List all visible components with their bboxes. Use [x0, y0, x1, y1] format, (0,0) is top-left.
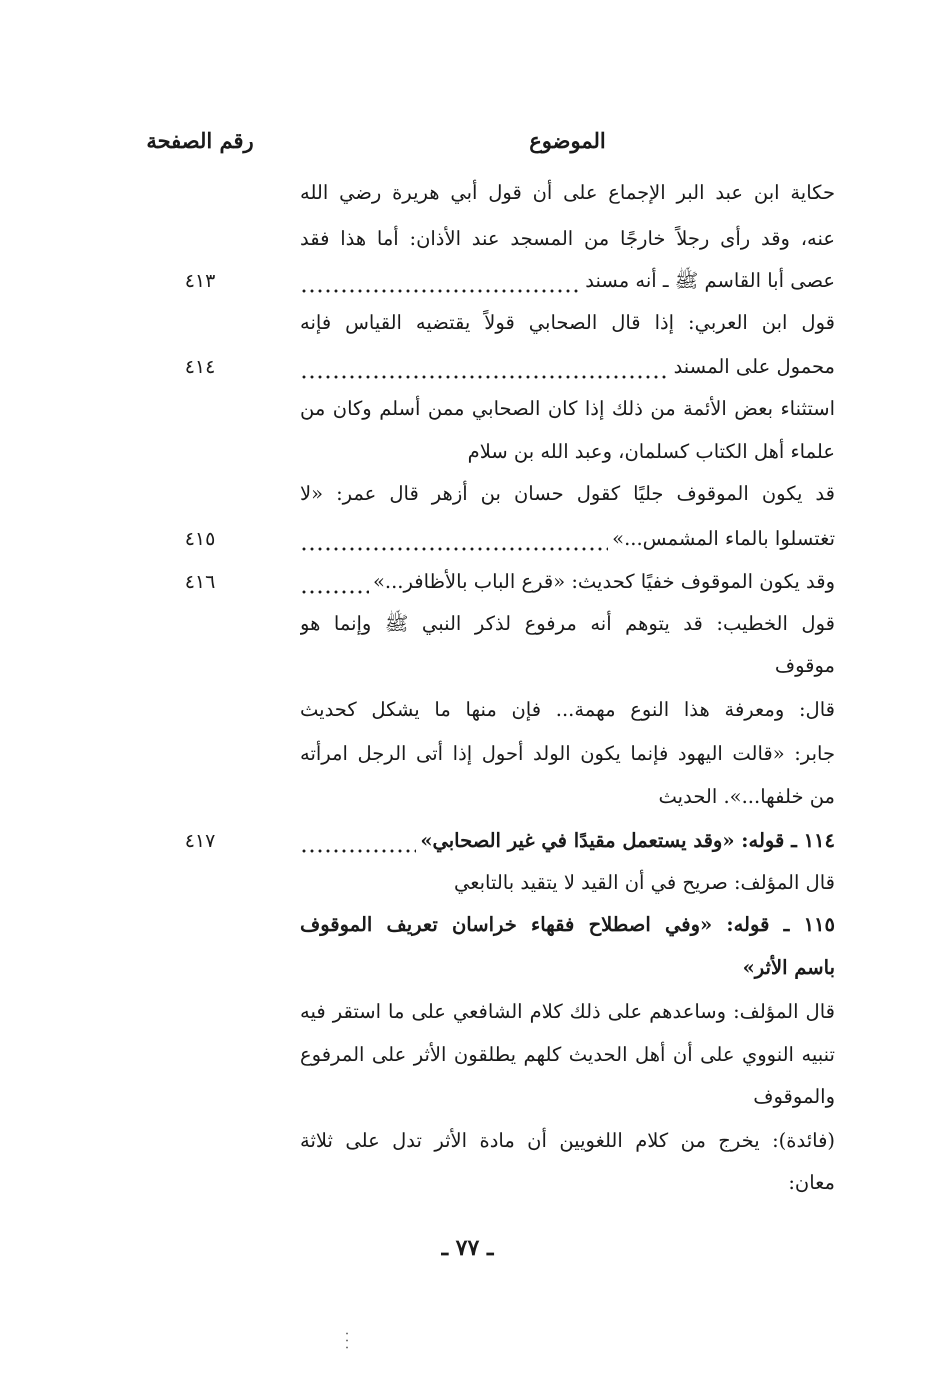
entry-line: [300, 824, 835, 858]
entry-page-number: ٤١٧: [184, 830, 216, 852]
entry-text: عصى أبا القاسم ﷺ ـ أنه مسند: [585, 269, 835, 292]
entry-line: حكاية ابن عبد البر الإجماع على أن قول أبي هريرة رضي الله: [300, 181, 835, 204]
entry-line: قد يكون الموقوف جليًا كقول حسان بن أزهر قال عمر: «لا: [300, 482, 835, 505]
entry-line: معان:: [788, 1171, 835, 1194]
entry-line: قول الخطيب: قد يتوهم أنه مرفوع لذكر النبي ﷺ وإنما هو: [300, 612, 835, 635]
entry-line: قول ابن العربي: إذا قال الصحابي قولاً يقتضيه القياس فإنه: [300, 311, 835, 334]
entry-line: باسم الأثر»: [742, 956, 835, 979]
dot-leader: [300, 565, 369, 599]
entry-line: تنبيه النووي على أن أهل الحديث كلهم يطلقون الأثر على المرفوع: [300, 1043, 835, 1066]
entry-line: [300, 522, 835, 556]
entry-page-number: ٤١٥: [184, 528, 216, 550]
entry-line: علماء أهل الكتاب كسلمان، وعبد الله بن سلام: [467, 440, 835, 463]
entry-line: عنه، وقد رأى رجلاً خارجًا من المسجد عند الأذان: أما هذا فقد: [300, 227, 835, 250]
dot-leader: [300, 350, 670, 384]
entry-line: قال المؤلف: وساعدهم على ذلك كلام الشافعي على ما استقر فيه: [300, 1000, 835, 1023]
dot-leader: [300, 824, 416, 858]
entry-line: (فائدة): يخرج من كلام اللغويين أن مادة الأثر تدل على ثلاثة: [300, 1129, 835, 1152]
dot-leader: [300, 522, 608, 556]
column-header-page-number: رقم الصفحة: [146, 128, 254, 153]
column-header-topic: الموضوع: [529, 128, 606, 153]
entry-text: تغتسلوا بالماء المشمس...»: [612, 527, 835, 550]
entry-line: [300, 350, 835, 384]
entry-line: جابر: «قالت اليهود فإنما يكون الولد أحول إذا أتى الرجل امرأته: [300, 742, 835, 765]
entry-text: وقد يكون الموقوف خفيًا كحديث: «قرع الباب بالأظافر...»: [372, 570, 835, 593]
entry-page-number: ٤١٣: [184, 270, 216, 292]
page-footer-number: ـ ٧٧ ـ: [441, 1235, 494, 1261]
entry-line: قال المؤلف: صريح في أن القيد لا يتقيد بالتابعي: [453, 871, 835, 894]
entry-line: [300, 264, 835, 298]
entry-text: ١١٤ ـ قوله: «وقد يستعمل مقيدًا في غير الصحابي»: [420, 829, 835, 852]
entry-line: استثناء بعض الأئمة من ذلك إذا كان الصحابي ممن أسلم وكان من: [300, 397, 835, 420]
dot-leader: [300, 264, 581, 298]
scan-speck: [346, 1330, 348, 1352]
entry-page-number: ٤١٤: [184, 356, 216, 378]
entry-line: قال: ومعرفة هذا النوع مهمة... فإن منها ما يشكل كحديث: [300, 698, 835, 721]
entry-text: محمول على المسند: [673, 355, 835, 378]
entry-line: موقوف: [774, 654, 835, 677]
entry-line: [300, 565, 835, 599]
entry-page-number: ٤١٦: [184, 571, 216, 593]
entry-line: والموقوف: [753, 1085, 835, 1108]
entry-line: ١١٥ ـ قوله: «وفي اصطلاح فقهاء خراسان تعريف الموقوف: [300, 913, 835, 936]
entry-line: من خلفها...». الحديث: [658, 785, 835, 808]
